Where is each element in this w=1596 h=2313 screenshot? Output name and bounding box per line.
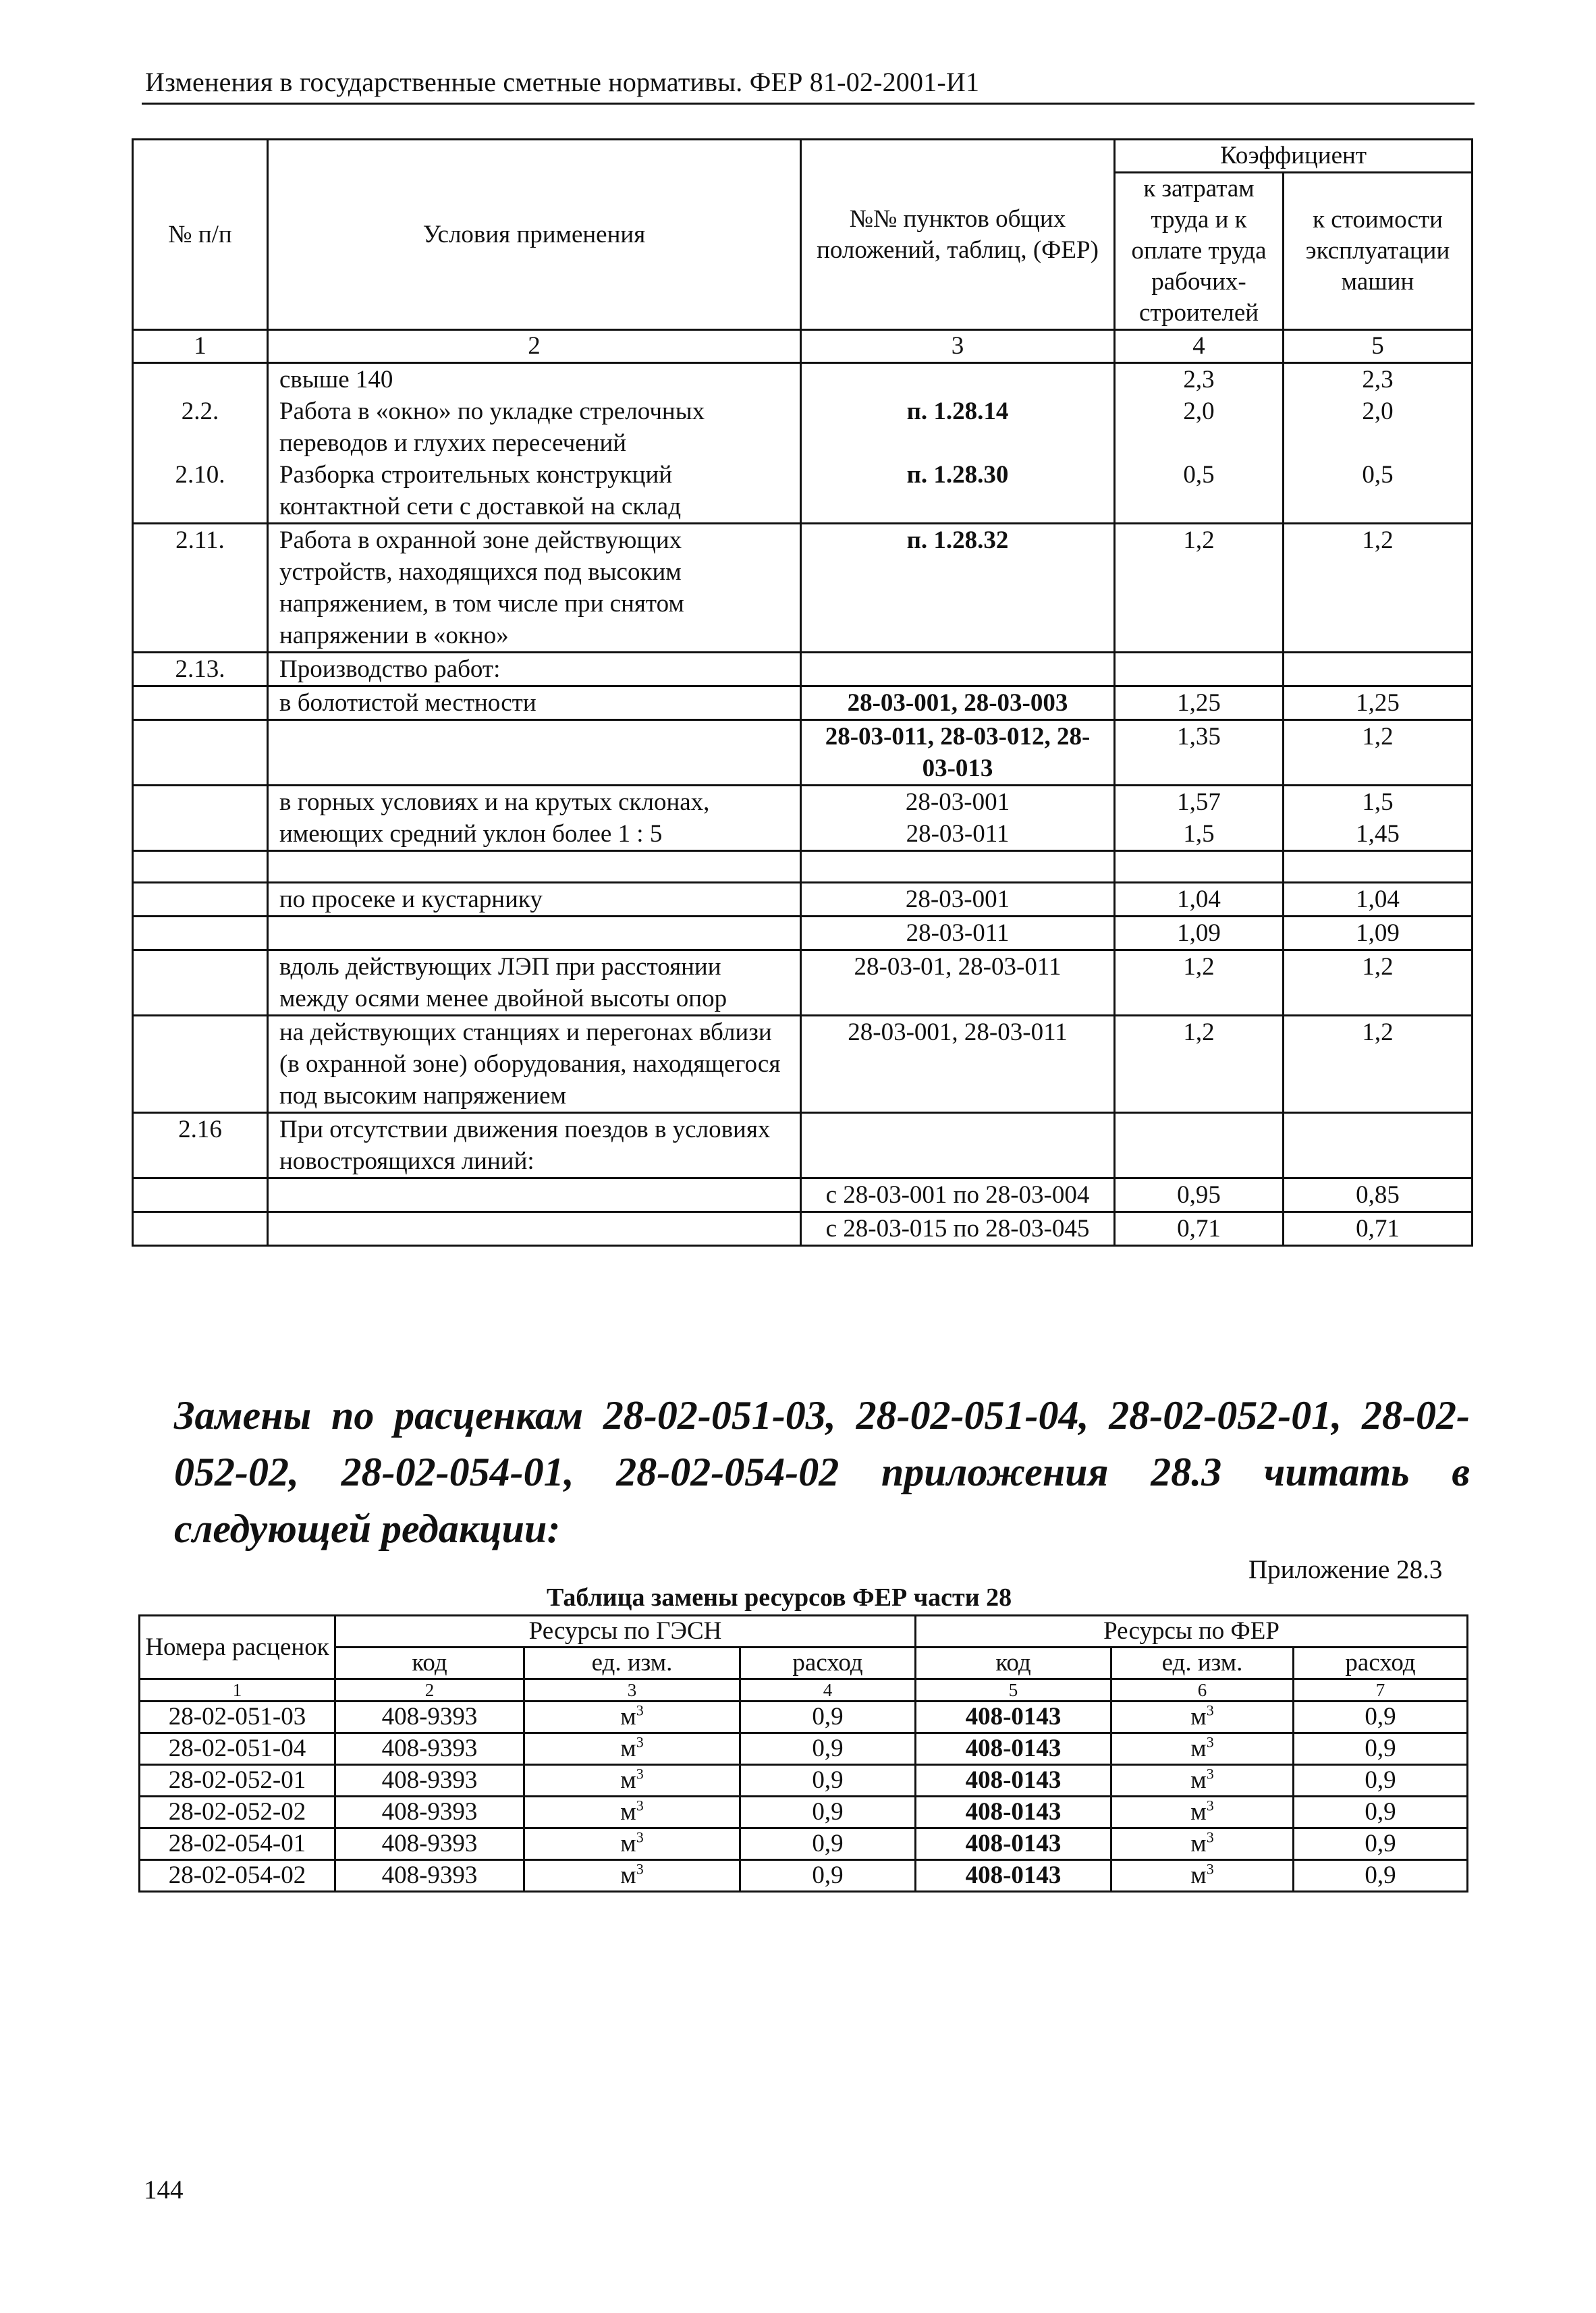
row-k-machines: 1,2 xyxy=(1284,1016,1473,1113)
table-row xyxy=(133,363,1473,396)
col-number: 3 xyxy=(524,1679,740,1702)
fer-consumption: 0,9 xyxy=(1294,1733,1468,1765)
col-number: 5 xyxy=(916,1679,1111,1702)
row-k-labor: 1,2 xyxy=(1115,1016,1284,1113)
rate-code: 28-02-051-04 xyxy=(140,1733,335,1765)
header-coefficient: Коэффициент xyxy=(1115,140,1473,173)
row-k-labor: 1,25 xyxy=(1115,686,1284,720)
row-num: 2.16 xyxy=(133,1113,268,1178)
gesn-consumption: 0,9 xyxy=(740,1860,916,1892)
row-ref: 28-03-011 xyxy=(801,917,1115,950)
fer-code: 408-0143 xyxy=(916,1765,1111,1797)
row-num: 2.13. xyxy=(133,653,268,686)
table-row xyxy=(140,1765,1468,1797)
row-k-machines xyxy=(1284,851,1473,883)
row-k-value: 1,5 xyxy=(1183,820,1215,848)
gesn-consumption: 0,9 xyxy=(740,1733,916,1765)
row-ref: 28-03-001 xyxy=(801,883,1115,917)
table-row xyxy=(133,1113,1473,1178)
row-ref xyxy=(801,851,1115,883)
header-unit: ед. изм. xyxy=(1111,1648,1294,1679)
row-ref: с 28-03-001 по 28-03-004 xyxy=(801,1178,1115,1212)
row-k-machines: 1,2 xyxy=(1284,524,1473,653)
unit-base: м xyxy=(1190,1830,1207,1857)
row-k-labor: 1,04 xyxy=(1115,883,1284,917)
row-num: 2.10. xyxy=(133,459,268,524)
fer-consumption: 0,9 xyxy=(1294,1765,1468,1797)
gesn-code: 408-9393 xyxy=(335,1860,524,1892)
row-condition: на действующих станциях и перегонах вблизи (в охранной зоне) оборудования, находящегося под высоким напряжением xyxy=(268,1016,801,1113)
row-k-machines: 1,25 xyxy=(1284,686,1473,720)
column-number-row xyxy=(140,1679,1468,1702)
table-row xyxy=(133,459,1473,524)
row-ref xyxy=(801,786,1115,851)
unit-base: м xyxy=(620,1735,636,1762)
col-number: 5 xyxy=(1284,330,1473,363)
row-condition: свыше 140 xyxy=(268,363,801,396)
subheader-row xyxy=(140,1648,1468,1679)
unit-exponent: 3 xyxy=(636,1828,644,1846)
fer-unit xyxy=(1111,1733,1294,1765)
coefficient-table xyxy=(132,138,1473,1247)
row-k-machines: 1,09 xyxy=(1284,917,1473,950)
header-rates: Номера расценок xyxy=(140,1616,335,1679)
table-row xyxy=(133,950,1473,1016)
fer-code: 408-0143 xyxy=(916,1702,1111,1733)
fer-unit xyxy=(1111,1860,1294,1892)
gesn-code: 408-9393 xyxy=(335,1828,524,1860)
header-gesn: Ресурсы по ГЭСН xyxy=(335,1616,916,1648)
page-number: 144 xyxy=(144,2175,184,2204)
row-k-machines: 1,2 xyxy=(1284,720,1473,786)
row-k-labor xyxy=(1115,786,1284,851)
row-num xyxy=(133,1178,268,1212)
row-num xyxy=(133,786,268,851)
section-heading: Замены по расценкам 28-02-051-03, 28-02-051-04, 28-02-052-01, 28-02-052-02, 28-02-054-01, 28-02-054-02 приложения 28.3 читать в следующей редакции: xyxy=(174,1393,1470,1551)
unit-exponent: 3 xyxy=(1206,1828,1214,1846)
row-ref-line: 28-03-001 xyxy=(905,788,1010,816)
col-number: 4 xyxy=(740,1679,916,1702)
row-k-value: 1,45 xyxy=(1356,820,1400,848)
row-k-labor: 0,5 xyxy=(1115,459,1284,524)
unit-base: м xyxy=(620,1766,636,1794)
fer-code: 408-0143 xyxy=(916,1860,1111,1892)
row-k-labor: 2,0 xyxy=(1115,396,1284,459)
row-num: 2.11. xyxy=(133,524,268,653)
rate-code: 28-02-051-03 xyxy=(140,1702,335,1733)
gesn-code: 408-9393 xyxy=(335,1765,524,1797)
table-row xyxy=(133,524,1473,653)
row-condition: по просеке и кустарнику xyxy=(268,883,801,917)
unit-base: м xyxy=(620,1703,636,1731)
row-k-labor: 0,95 xyxy=(1115,1178,1284,1212)
row-k-labor: 1,35 xyxy=(1115,720,1284,786)
unit-exponent: 3 xyxy=(1206,1860,1214,1878)
fer-consumption: 0,9 xyxy=(1294,1797,1468,1828)
row-condition: Работа в охранной зоне действующих устройств, находящихся под высоким напряжением, в том числе при снятом напряжении в «окно» xyxy=(268,524,801,653)
row-condition xyxy=(268,1212,801,1246)
header-code: код xyxy=(916,1648,1111,1679)
unit-exponent: 3 xyxy=(636,1797,644,1814)
row-num xyxy=(133,363,268,396)
gesn-unit xyxy=(524,1797,740,1828)
header-labor: к затратам труда и к оплате труда рабочих-строителей xyxy=(1115,173,1284,330)
header-machines: к стоимости эксплуатации машин xyxy=(1284,173,1473,330)
col-number: 6 xyxy=(1111,1679,1294,1702)
table-row xyxy=(140,1733,1468,1765)
fer-code: 408-0143 xyxy=(916,1733,1111,1765)
row-k-machines: 1,04 xyxy=(1284,883,1473,917)
unit-base: м xyxy=(1190,1735,1207,1762)
rate-code: 28-02-054-02 xyxy=(140,1860,335,1892)
fer-unit xyxy=(1111,1765,1294,1797)
row-ref: 28-03-001, 28-03-003 xyxy=(801,686,1115,720)
fer-consumption: 0,9 xyxy=(1294,1828,1468,1860)
unit-exponent: 3 xyxy=(636,1765,644,1783)
unit-base: м xyxy=(1190,1766,1207,1794)
header-rule xyxy=(142,103,1475,105)
table-row xyxy=(140,1702,1468,1733)
row-condition xyxy=(268,1178,801,1212)
header-consumption: расход xyxy=(1294,1648,1468,1679)
row-condition: Разборка строительных конструкций контактной сети с доставкой на склад xyxy=(268,459,801,524)
header-consumption: расход xyxy=(740,1648,916,1679)
row-k-labor: 0,71 xyxy=(1115,1212,1284,1246)
col-number: 4 xyxy=(1115,330,1284,363)
row-k-machines: 1,2 xyxy=(1284,950,1473,1016)
row-ref: 28-03-01, 28-03-011 xyxy=(801,950,1115,1016)
header-points: №№ пунктов общих положений, таблиц, (ФЕР) xyxy=(801,140,1115,330)
col-number: 2 xyxy=(268,330,801,363)
unit-exponent: 3 xyxy=(1206,1797,1214,1814)
table-row xyxy=(140,1860,1468,1892)
gesn-code: 408-9393 xyxy=(335,1733,524,1765)
page-header: Изменения в государственные сметные нормативы. ФЕР 81-02-2001-И1 xyxy=(145,67,980,97)
row-num xyxy=(133,917,268,950)
fer-consumption: 0,9 xyxy=(1294,1702,1468,1733)
table-row xyxy=(133,396,1473,459)
gesn-unit xyxy=(524,1733,740,1765)
header-conditions: Условия применения xyxy=(268,140,801,330)
row-k-labor: 1,2 xyxy=(1115,950,1284,1016)
header-row xyxy=(140,1616,1468,1648)
row-num xyxy=(133,686,268,720)
gesn-code: 408-9393 xyxy=(335,1797,524,1828)
column-number-row xyxy=(133,330,1473,363)
row-ref-line: 28-03-011 xyxy=(906,820,1010,848)
fer-unit xyxy=(1111,1828,1294,1860)
header-code: код xyxy=(335,1648,524,1679)
col-number: 3 xyxy=(801,330,1115,363)
unit-base: м xyxy=(620,1861,636,1889)
gesn-consumption: 0,9 xyxy=(740,1702,916,1733)
row-condition: в болотистой местности xyxy=(268,686,801,720)
header-num: № п/п xyxy=(133,140,268,330)
row-k-machines: 0,71 xyxy=(1284,1212,1473,1246)
fer-code: 408-0143 xyxy=(916,1797,1111,1828)
unit-base: м xyxy=(620,1798,636,1826)
gesn-unit xyxy=(524,1702,740,1733)
col-number: 7 xyxy=(1294,1679,1468,1702)
row-ref: 28-03-001, 28-03-011 xyxy=(801,1016,1115,1113)
header-fer: Ресурсы по ФЕР xyxy=(916,1616,1468,1648)
row-num xyxy=(133,1212,268,1246)
row-k-machines xyxy=(1284,786,1473,851)
row-k-machines: 0,5 xyxy=(1284,459,1473,524)
row-ref xyxy=(801,1113,1115,1178)
rate-code: 28-02-052-02 xyxy=(140,1797,335,1828)
table-row xyxy=(133,851,1473,883)
table-row xyxy=(133,720,1473,786)
gesn-consumption: 0,9 xyxy=(740,1765,916,1797)
table-row xyxy=(133,686,1473,720)
table-caption: Таблица замены ресурсов ФЕР части 28 xyxy=(547,1583,1012,1612)
col-number: 1 xyxy=(133,330,268,363)
row-condition: Производство работ: xyxy=(268,653,801,686)
row-k-machines: 2,0 xyxy=(1284,396,1473,459)
row-ref: п. 1.28.14 xyxy=(801,396,1115,459)
rate-code: 28-02-052-01 xyxy=(140,1765,335,1797)
row-k-labor: 1,2 xyxy=(1115,524,1284,653)
row-k-labor xyxy=(1115,851,1284,883)
row-k-machines: 0,85 xyxy=(1284,1178,1473,1212)
row-k-machines xyxy=(1284,1113,1473,1178)
unit-exponent: 3 xyxy=(1206,1765,1214,1783)
fer-unit xyxy=(1111,1797,1294,1828)
row-ref xyxy=(801,363,1115,396)
gesn-consumption: 0,9 xyxy=(740,1828,916,1860)
table-row xyxy=(133,1212,1473,1246)
unit-exponent: 3 xyxy=(636,1733,644,1751)
rate-code: 28-02-054-01 xyxy=(140,1828,335,1860)
row-ref: п. 1.28.30 xyxy=(801,459,1115,524)
unit-exponent: 3 xyxy=(636,1702,644,1719)
row-num xyxy=(133,950,268,1016)
table-row xyxy=(140,1797,1468,1828)
row-condition xyxy=(268,720,801,786)
row-num xyxy=(133,883,268,917)
col-number: 1 xyxy=(140,1679,335,1702)
row-k-value: 1,5 xyxy=(1362,788,1394,816)
table-row xyxy=(133,1016,1473,1113)
row-k-machines xyxy=(1284,653,1473,686)
table-row xyxy=(133,786,1473,851)
row-condition xyxy=(268,851,801,883)
row-k-machines: 2,3 xyxy=(1284,363,1473,396)
unit-base: м xyxy=(1190,1798,1207,1826)
col-number: 2 xyxy=(335,1679,524,1702)
unit-base: м xyxy=(1190,1703,1207,1731)
table-row xyxy=(140,1828,1468,1860)
row-condition: При отсутствии движения поездов в условиях новостроящихся линий: xyxy=(268,1113,801,1178)
row-condition: в горных условиях и на крутых склонах, имеющих средний уклон более 1 : 5 xyxy=(268,786,801,851)
table-row xyxy=(133,1178,1473,1212)
gesn-unit xyxy=(524,1765,740,1797)
fer-unit xyxy=(1111,1702,1294,1733)
row-ref: с 28-03-015 по 28-03-045 xyxy=(801,1212,1115,1246)
table-row xyxy=(133,917,1473,950)
row-condition: Работа в «окно» по укладке стрелочных переводов и глухих пересечений xyxy=(268,396,801,459)
unit-exponent: 3 xyxy=(1206,1702,1214,1719)
row-condition: вдоль действующих ЛЭП при расстоянии между осями менее двойной высоты опор xyxy=(268,950,801,1016)
gesn-unit xyxy=(524,1860,740,1892)
row-num: 2.2. xyxy=(133,396,268,459)
unit-exponent: 3 xyxy=(636,1860,644,1878)
row-ref xyxy=(801,653,1115,686)
row-ref: п. 1.28.32 xyxy=(801,524,1115,653)
row-num xyxy=(133,720,268,786)
row-num xyxy=(133,1016,268,1113)
table-row xyxy=(133,883,1473,917)
row-k-labor xyxy=(1115,653,1284,686)
row-k-value: 1,57 xyxy=(1177,788,1221,816)
row-condition xyxy=(268,917,801,950)
row-k-labor: 1,09 xyxy=(1115,917,1284,950)
row-k-labor: 2,3 xyxy=(1115,363,1284,396)
unit-exponent: 3 xyxy=(1206,1733,1214,1751)
table-row xyxy=(133,653,1473,686)
appendix-label: Приложение 28.3 xyxy=(1248,1555,1443,1584)
row-k-labor xyxy=(1115,1113,1284,1178)
fer-code: 408-0143 xyxy=(916,1828,1111,1860)
header-unit: ед. изм. xyxy=(524,1648,740,1679)
gesn-unit xyxy=(524,1828,740,1860)
unit-base: м xyxy=(1190,1861,1207,1889)
fer-consumption: 0,9 xyxy=(1294,1860,1468,1892)
resource-replacement-table xyxy=(138,1614,1468,1893)
gesn-code: 408-9393 xyxy=(335,1702,524,1733)
gesn-consumption: 0,9 xyxy=(740,1797,916,1828)
row-ref: 28-03-011, 28-03-012, 28-03-013 xyxy=(801,720,1115,786)
row-num xyxy=(133,851,268,883)
unit-base: м xyxy=(620,1830,636,1857)
